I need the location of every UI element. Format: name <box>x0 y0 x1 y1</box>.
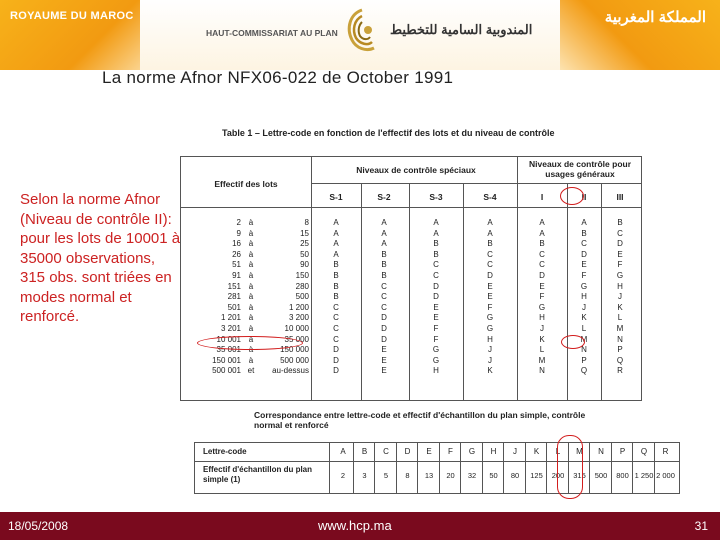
table2-size-cell: 1 250 <box>634 471 654 480</box>
table2-letter-cell: N <box>598 447 604 456</box>
table2-letter-cell: G <box>468 447 476 456</box>
level-header-iii: III <box>616 192 624 202</box>
table2-subtitle: Correspondance entre lettre-code et effectif d'échantillon du plan simple, contrôle normal et renforcé <box>254 410 586 430</box>
table1-caption-number: Table 1 <box>222 128 253 138</box>
table1-caption-text: – Lettre-code en fonction de l'effectif des lots et du niveau de contrôle <box>254 128 555 138</box>
highlight-code-m <box>561 335 585 349</box>
table2-letter-cell: H <box>490 447 497 456</box>
header-right-panel <box>560 0 720 70</box>
level-header-s3: S-3 <box>429 192 443 202</box>
hcp-label-fr: HAUT-COMMISSARIAT AU PLAN <box>206 28 338 38</box>
table2-letter-cell: P <box>619 447 626 456</box>
table2-size-cell: 2 000 <box>656 471 675 480</box>
hcp-logo-icon <box>340 6 384 56</box>
table2-size-cell: 2 <box>340 471 346 480</box>
level-header-s4: S-4 <box>483 192 497 202</box>
table1-header-general: Niveaux de contrôle pour usages généraux <box>528 159 632 179</box>
table2-letter-cell: M <box>576 447 583 456</box>
scanned-table-image <box>180 120 690 500</box>
footer-bar <box>0 512 720 540</box>
table2-letter-cell: F <box>448 447 453 456</box>
table1-grid <box>180 156 642 401</box>
highlight-level-ii <box>560 187 584 205</box>
header-center-panel <box>140 0 580 70</box>
table2-size-cell: 50 <box>489 471 498 480</box>
hcp-label-ar: المندوبية السامية للتخطيط <box>390 22 533 37</box>
table2-size-cell: 13 <box>424 471 434 480</box>
table1-caption <box>222 128 555 138</box>
table2-letter-cell: B <box>361 447 368 456</box>
code-column-s2: A A A B B B C C C D D D E E E <box>381 218 387 376</box>
table2-grid <box>194 442 680 494</box>
lot-to-column: 8 15 25 50 90 150 280 500 1 200 3 200 10 000 35 000 150 000 500 000 au-dessus <box>272 218 309 376</box>
table2-size-cell: 200 <box>551 471 565 480</box>
table2-letter-cell: A <box>340 447 346 456</box>
table2-letter-cell: Q <box>640 447 648 456</box>
kingdom-label-fr: ROYAUME DU MAROC <box>10 10 134 22</box>
table2-size-cell: 500 <box>594 471 608 480</box>
explanation-text: Selon la norme Afnor (Niveau de contrôle II): pour les lots de 10001 à 35000 observations, 315 obs. sont triées en modes normal et renforcé. <box>20 191 181 325</box>
lot-separator-column: à à à à à à à à à à à à à à et <box>247 218 255 376</box>
table2-size-cell: 125 <box>530 471 543 480</box>
code-column-i: A A B C C D E F G H J K L M N <box>538 218 546 376</box>
level-header-i: I <box>540 192 544 202</box>
header-left-panel <box>0 0 160 70</box>
table2-size-cell: 20 <box>446 471 455 480</box>
table2-size-cell: 5 <box>383 471 389 480</box>
table2-row-size-label: Effectif d'échantillon du plan simple (1) <box>203 465 313 484</box>
table2-letter-cell: K <box>533 447 540 456</box>
table2-size-cell: 800 <box>616 471 629 480</box>
table2-size-cell: 32 <box>467 471 477 480</box>
level-header-ii: II <box>581 192 587 202</box>
table2-size-cell: 80 <box>510 471 520 480</box>
header-band <box>0 0 720 70</box>
level-header-s1: S-1 <box>329 192 343 202</box>
table2-letter-cell: C <box>383 447 389 456</box>
highlight-lot-range <box>197 336 303 350</box>
table1-header-special: Niveaux de contrôle spéciaux <box>356 165 476 175</box>
footer-page-number: 31 <box>694 519 708 533</box>
kingdom-label-ar: المملكة المغربية <box>604 9 706 26</box>
table2-letter-cell: L <box>555 447 561 456</box>
footer-url[interactable]: www.hcp.ma <box>318 518 392 533</box>
code-column-s1: A A A A B B B B C C C C D D D <box>333 218 339 376</box>
table2-letter-cell: J <box>513 447 517 456</box>
footer-date: 18/05/2008 <box>8 519 69 533</box>
table2-row-letter-label: Lettre-code <box>203 447 247 456</box>
code-column-s4: A A B C C D E E F G G H J J K <box>486 218 494 376</box>
table2-size-cell: 3 <box>362 471 367 480</box>
level-header-s2: S-2 <box>377 192 391 202</box>
table1-header-effectif: Effectif des lots <box>214 179 278 189</box>
table2-size-cell: 315 <box>573 471 586 480</box>
code-column-ii: A B C D E F G H J K L M N P Q <box>580 218 588 376</box>
table2-size-cell: 8 <box>405 471 410 480</box>
table2-letter-cell: D <box>404 447 411 456</box>
code-column-s3: A A B B C C D D E E F F G G H <box>432 218 440 376</box>
table2-letter-cell: E <box>426 447 432 456</box>
lot-from-column: 2 9 16 26 51 91 151 281 501 1 201 3 201 10 001 35 001 150 001 500 001 <box>212 218 241 376</box>
code-column-iii: B C D E F G H J K L M N P Q R <box>616 218 624 376</box>
slide-title: La norme Afnor NFX06-022 de October 1991 <box>102 68 454 87</box>
table2-letter-cell: R <box>662 447 669 456</box>
highlight-code-m-size <box>557 435 583 499</box>
